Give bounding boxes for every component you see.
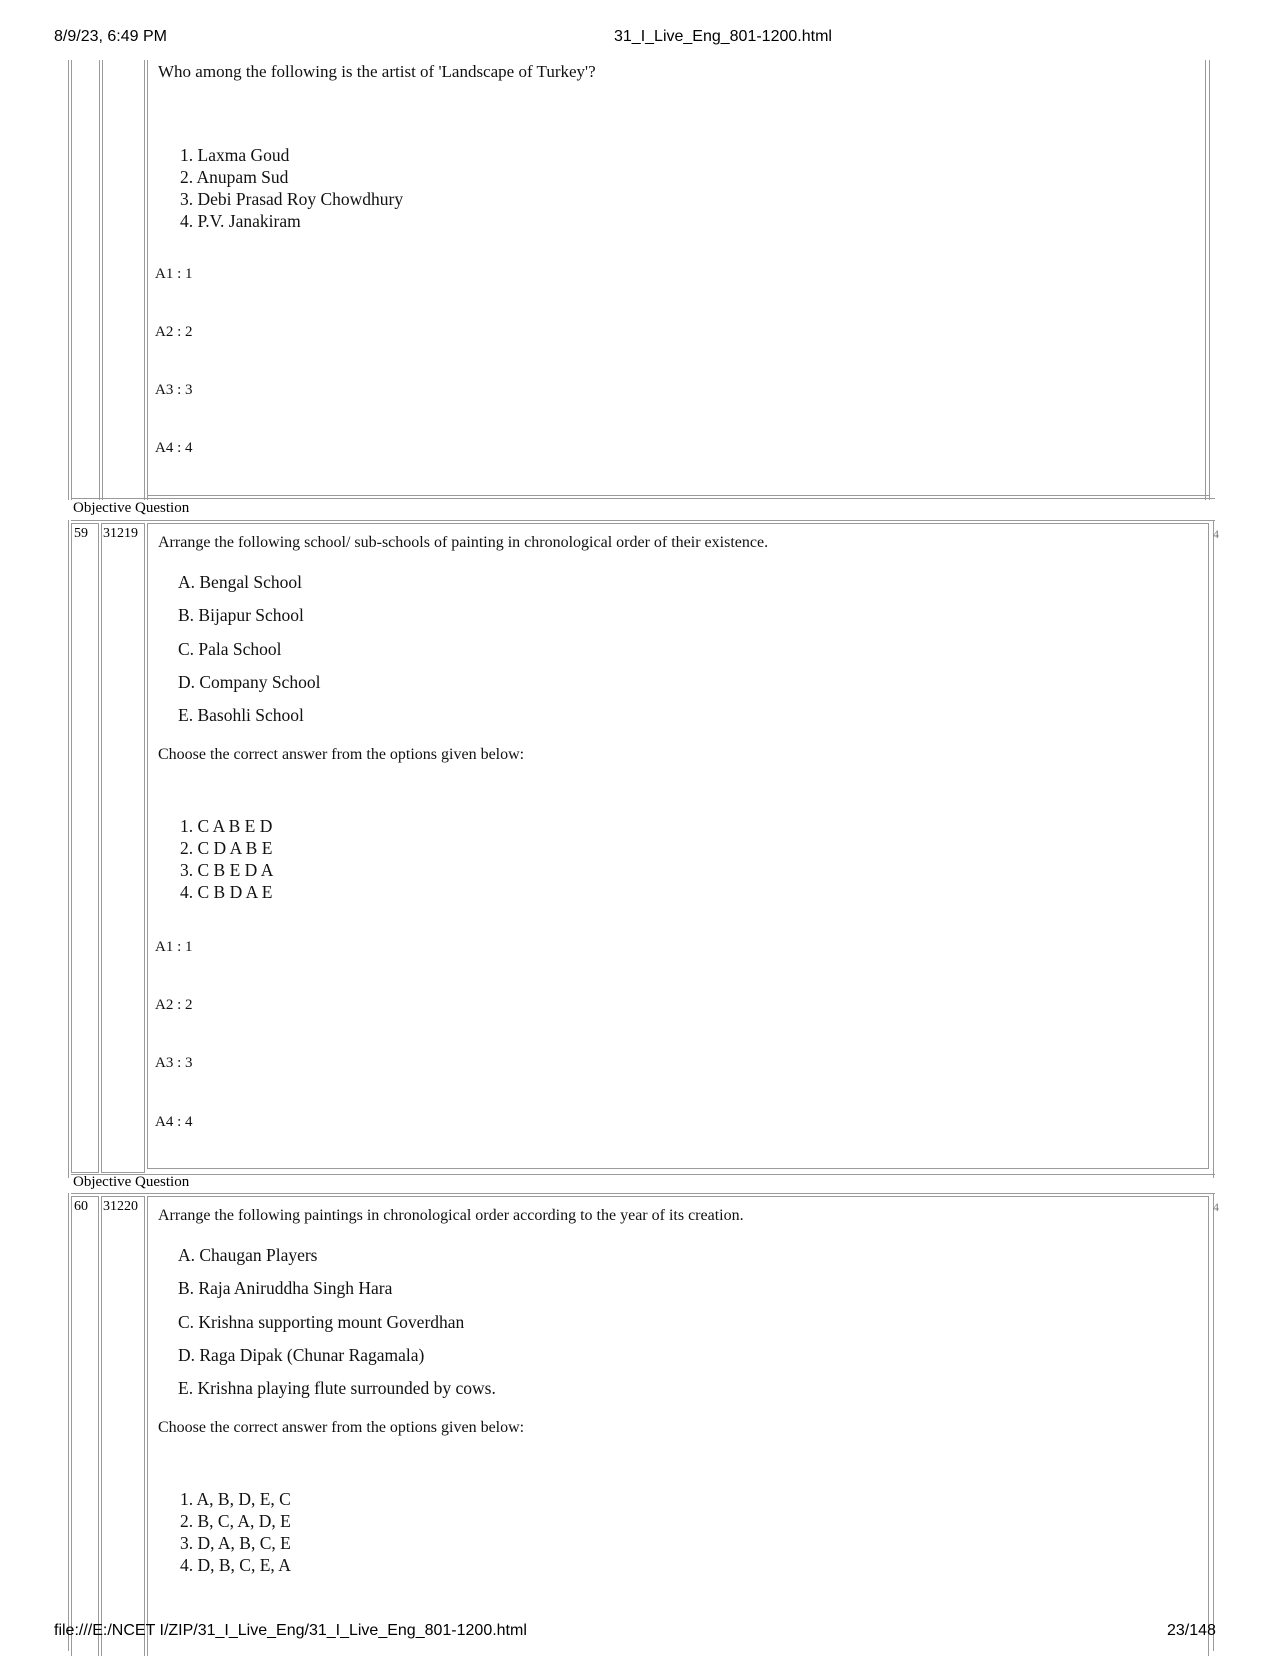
list-item: C. Krishna supporting mount Goverdhan	[178, 1311, 465, 1332]
table-border	[1205, 60, 1206, 500]
option: 4. P.V. Janakiram	[180, 211, 301, 231]
edge-mark: 4	[1213, 527, 1219, 541]
option: 1. C A B E D	[180, 816, 273, 836]
answer-key: A3 : 3	[155, 382, 193, 398]
option: 1. A, B, D, E, C	[180, 1489, 291, 1509]
option: 4. D, B, C, E, A	[180, 1555, 291, 1575]
table-border	[144, 60, 145, 500]
answer-key: A4 : 4	[155, 1114, 193, 1130]
item-list	[178, 1245, 496, 1411]
list-item: A. Bengal School	[178, 572, 302, 592]
question-text: Who among the following is the artist of 'Landscape of Turkey'?	[158, 62, 596, 81]
table-border	[147, 60, 148, 500]
option-list	[180, 144, 403, 232]
answer-key: A1 : 1	[155, 266, 193, 282]
option: 3. C B E D A	[180, 860, 274, 880]
list-item: C. Pala School	[178, 638, 282, 659]
answer-key: A4 : 4	[155, 440, 193, 456]
answer-key: A2 : 2	[155, 324, 193, 340]
qid-cell	[101, 1196, 145, 1656]
option-list	[180, 1488, 291, 1576]
option: 3. D, A, B, C, E	[180, 1533, 291, 1553]
option: 2. B, C, A, D, E	[180, 1511, 291, 1531]
option: 2. C D A B E	[180, 838, 273, 858]
qid-cell	[101, 523, 145, 1173]
instruction-text: Choose the correct answer from the options given below:	[158, 1419, 525, 1436]
table-border	[68, 520, 69, 1178]
document-title: 31_I_Live_Eng_801-1200.html	[614, 28, 832, 45]
list-item: E. Basohli School	[178, 705, 304, 726]
table-border	[1209, 60, 1210, 500]
print-timestamp: 8/9/23, 6:49 PM	[54, 28, 167, 45]
sno-cell	[71, 523, 99, 1173]
table-border	[71, 1174, 1215, 1175]
table-border	[1213, 520, 1214, 1178]
list-item: B. Bijapur School	[178, 605, 304, 626]
page-indicator: 23/148	[1167, 1622, 1216, 1639]
option: 3. Debi Prasad Roy Chowdhury	[180, 189, 404, 209]
option: 4. C B D A E	[180, 882, 273, 902]
table-border	[68, 60, 69, 500]
table-border	[71, 1193, 1215, 1194]
table-border	[1213, 1193, 1214, 1651]
serial-number: 60	[74, 1199, 88, 1214]
list-item: E. Krishna playing flute surrounded by cows.	[178, 1378, 496, 1399]
table-border	[71, 498, 1215, 499]
question-text: Arrange the following school/ sub-schools of painting in chronological order of their existence.	[158, 534, 769, 551]
table-border	[71, 520, 1215, 521]
question-id: 31220	[103, 1199, 138, 1214]
serial-number: 59	[74, 526, 88, 541]
option-list	[180, 815, 273, 903]
edge-mark: 4	[1213, 1200, 1219, 1214]
option: 2. Anupam Sud	[180, 167, 289, 187]
list-item: D. Company School	[178, 671, 321, 692]
table-border	[147, 495, 1209, 496]
table-border	[102, 60, 103, 500]
table-border	[99, 60, 100, 500]
instruction-text: Choose the correct answer from the options given below:	[158, 746, 525, 763]
answer-key: A3 : 3	[155, 1055, 193, 1071]
list-item: A. Chaugan Players	[178, 1245, 318, 1265]
question-text: Arrange the following paintings in chronological order according to the year of its creation.	[158, 1207, 744, 1224]
sno-cell	[71, 1196, 99, 1656]
table-border	[71, 60, 72, 500]
table-border	[68, 1193, 69, 1651]
question-type-label: Objective Question	[73, 500, 190, 516]
answer-key: A2 : 2	[155, 997, 193, 1013]
list-item: D. Raga Dipak (Chunar Ragamala)	[178, 1344, 425, 1365]
question-type-label: Objective Question	[73, 1174, 190, 1190]
option: 1. Laxma Goud	[180, 145, 290, 165]
answer-key: A1 : 1	[155, 939, 193, 955]
item-list	[178, 572, 320, 738]
list-item: B. Raja Aniruddha Singh Hara	[178, 1278, 393, 1299]
question-id: 31219	[103, 526, 138, 541]
file-path: file:///E:/NCET I/ZIP/31_I_Live_Eng/31_I_Live_Eng_801-1200.html	[54, 1622, 527, 1639]
